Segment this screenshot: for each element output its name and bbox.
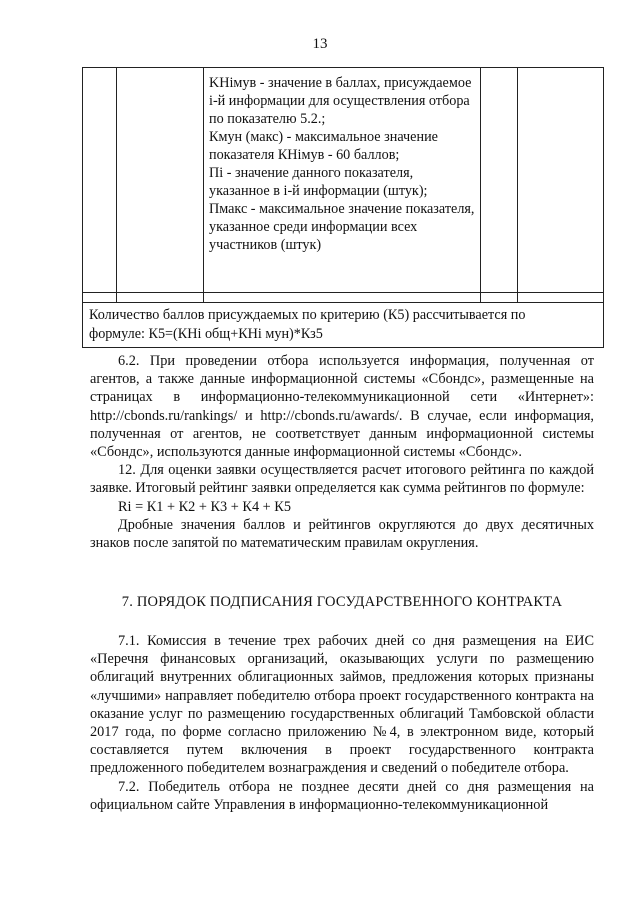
section-6-text xyxy=(90,352,594,552)
definition-kh: KHімув - значение в баллах, присуждаемое i-й информации для осуществления отбора по показателю 5.2.; xyxy=(209,75,472,127)
table-cell-empty xyxy=(481,68,518,292)
table-cell-empty xyxy=(518,293,603,302)
definition-pmax: Пмакс - максимальное значение показателя, указанное среди информации всех участников (штук) xyxy=(209,201,475,253)
definition-kmun: Кмун (макс) - максимальное значение показателя КНiмув - 60 баллов; xyxy=(209,129,438,163)
paragraph-7-2: 7.2. Победитель отбора не позднее десяти дней со дня размещения на официальном сайте Управления в информационно-телекоммуникационной xyxy=(90,778,594,813)
table-cell-empty xyxy=(481,293,518,302)
table-cell-empty xyxy=(117,293,204,302)
paragraph-6-2: 6.2. При проведении отбора используется информация, полученная от агентов, а также данные информационной системы «Сбондс», размещенные на страницах в информационно-телекоммуникационной сети «Интернет»: http://cbonds.ru/rankings/ и http://cbonds.ru/awards/. В случае, если информация, полученная от агентов, не соответствует данным информационной системы «Сбондс», используются данные информационной системы «Сбондс». xyxy=(90,353,594,461)
criteria-table xyxy=(82,67,604,348)
table-cell-empty xyxy=(83,293,117,302)
table-cell-empty xyxy=(117,68,204,292)
page-number: 13 xyxy=(312,36,328,52)
table-cell-empty xyxy=(83,68,117,292)
table-cell-definitions xyxy=(204,68,481,292)
rating-formula: Ri = К1 + К2 + К3 + К4 + К5 xyxy=(118,498,291,515)
formula-row-text: Количество баллов присуждаемых по критерию (К5) рассчитывается по xyxy=(89,307,526,323)
section-7-text xyxy=(90,632,594,814)
table-row xyxy=(83,68,603,293)
formula-row-formula: формуле: К5=(КHi общ+КHi мун)*Кз5 xyxy=(89,325,323,342)
paragraph-rounding: Дробные значения баллов и рейтингов округляются до двух десятичных знаков после запятой по математическим правилам округления. xyxy=(90,516,594,552)
paragraph-7-1: 7.1. Комиссия в течение трех рабочих дней со дня размещения на ЕИС «Перечня финансовых организаций, оказывающих услуги по размещению облигаций внутренних облигационных займов, предложения которых признаны «лучшими» направляет победителю отбора проект государственного контракта на оказание услуг по размещению государственных облигаций Тамбовской области 2017 года, по форме согласно приложению №4, в электронном виде, который составляется путем включения в проект государственного контракта предложенного победителем вознаграждения и сведений о победителе отбора. xyxy=(90,633,594,777)
paragraph-12: 12. Для оценки заявки осуществляется расчет итогового рейтинга по каждой заявке. Итоговый рейтинг заявки определяется как сумма рейтингов по формуле: xyxy=(90,462,594,497)
table-row xyxy=(83,293,603,303)
table-row-formula xyxy=(83,303,603,347)
definition-pi: Пi - значение данного показателя, указанное в i-й информации (штук); xyxy=(209,165,428,199)
table-cell-empty xyxy=(204,293,481,302)
section-heading-7: 7. ПОРЯДОК ПОДПИСАНИЯ ГОСУДАРСТВЕННОГО КОНТРАКТА xyxy=(121,594,563,610)
table-cell-empty xyxy=(518,68,603,292)
